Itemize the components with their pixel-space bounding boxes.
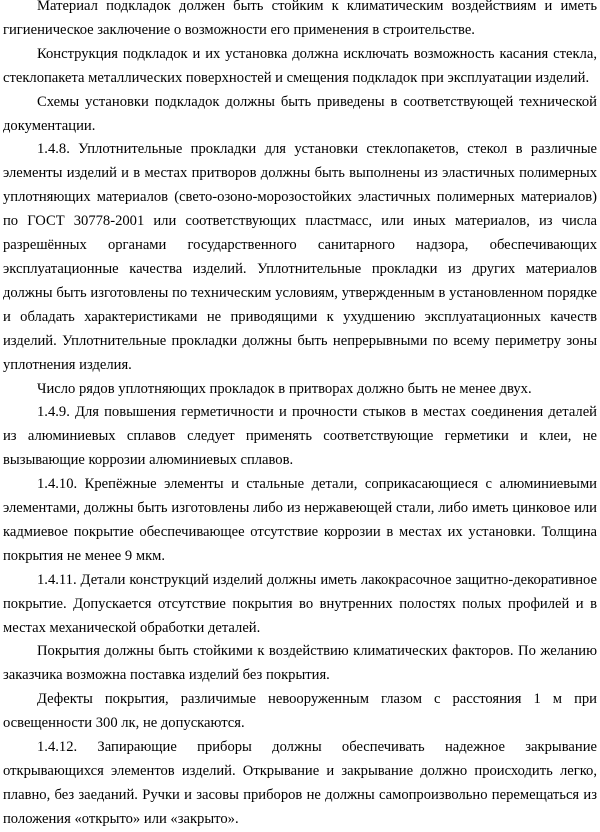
- paragraph-gasket-schemes: Схемы установки подкладок должны быть приведены в соответствующей технической документации.: [3, 93, 597, 134]
- paragraph-1-4-11: 1.4.11. Детали конструкций изделий должны иметь лакокрасочное защитно-декоративное покрытие. Допускается отсутствие покрытия во внутренних полостях полых профилей и в местах механической обработки деталей.: [3, 571, 597, 636]
- paragraph-seal-rows: Число рядов уплотняющих прокладок в притворах должно быть не менее двух.: [37, 380, 532, 397]
- paragraph-1-4-10: 1.4.10. Крепёжные элементы и стальные детали, соприкасающиеся с алюминиевыми элементами, должны быть изготовлены либо из нержавеющей стали, либо иметь цинковое или кадмиевое покрытие обеспечивающее отсутствие коррозии в местах их установки. Толщина покрытия не менее 9 мкм.: [3, 476, 597, 564]
- paragraph-gasket-installation: Конструкция подкладок и их установка должна исключать возможность касания стекла, стеклопакета металлических поверхностей и смещения подкладок при эксплуатации изделий.: [3, 45, 597, 86]
- paragraph-gasket-material: Материал подкладок должен быть стойким к климатическим воздействиям и иметь гигиеническое заключение о возможности его применения в строительстве.: [3, 0, 597, 38]
- paragraph-1-4-8: 1.4.8. Уплотнительные прокладки для установки стеклопакетов, стекол в различные элементы изделий и в местах притворов должны быть выполнены из эластичных полимерных уплотняющих материалов (свето-озоно-морозостойких эластичных полимерных материалов) по ГОСТ 30778-2001 или соответствующих пластмасс, или иных материалов, из числа разрешённых органами государственного санитарного надзора, обеспечивающих эксплуатационные качества изделий. Уплотнительные прокладки из других материалов должны быть изготовлены по техническим условиям, утвержденным в установленном порядке и обладать характеристиками не приводящими к ухудшению эксплуатационных качеств изделий. Уплотнительные прокладки должны быть непрерывными по всему периметру зоны уплотнения изделия.: [3, 141, 597, 373]
- paragraph-coating-defects: Дефекты покрытия, различимые невооруженным глазом с расстояния 1 м при освещенности 300 лк, не допускаются.: [3, 691, 597, 732]
- paragraph-coating-resistance: Покрытия должны быть стойкими к воздействию климатических факторов. По желанию заказчика возможна поставка изделий без покрытия.: [3, 643, 597, 684]
- paragraph-1-4-9: 1.4.9. Для повышения герметичности и прочности стыков в местах соединения деталей из алюминиевых сплавов следует применять соответствующие герметики и клеи, не вызывающие коррозии алюминиевых сплавов.: [3, 404, 597, 469]
- paragraph-1-4-12: 1.4.12. Запирающие приборы должны обеспечивать надежное закрывание открывающихся элементов изделий. Открывание и закрывание должно происходить легко, плавно, без заеданий. Ручки и засовы приборов не должны самопроизвольно перемещаться из положения «открыто» или «закрыто».: [3, 739, 597, 827]
